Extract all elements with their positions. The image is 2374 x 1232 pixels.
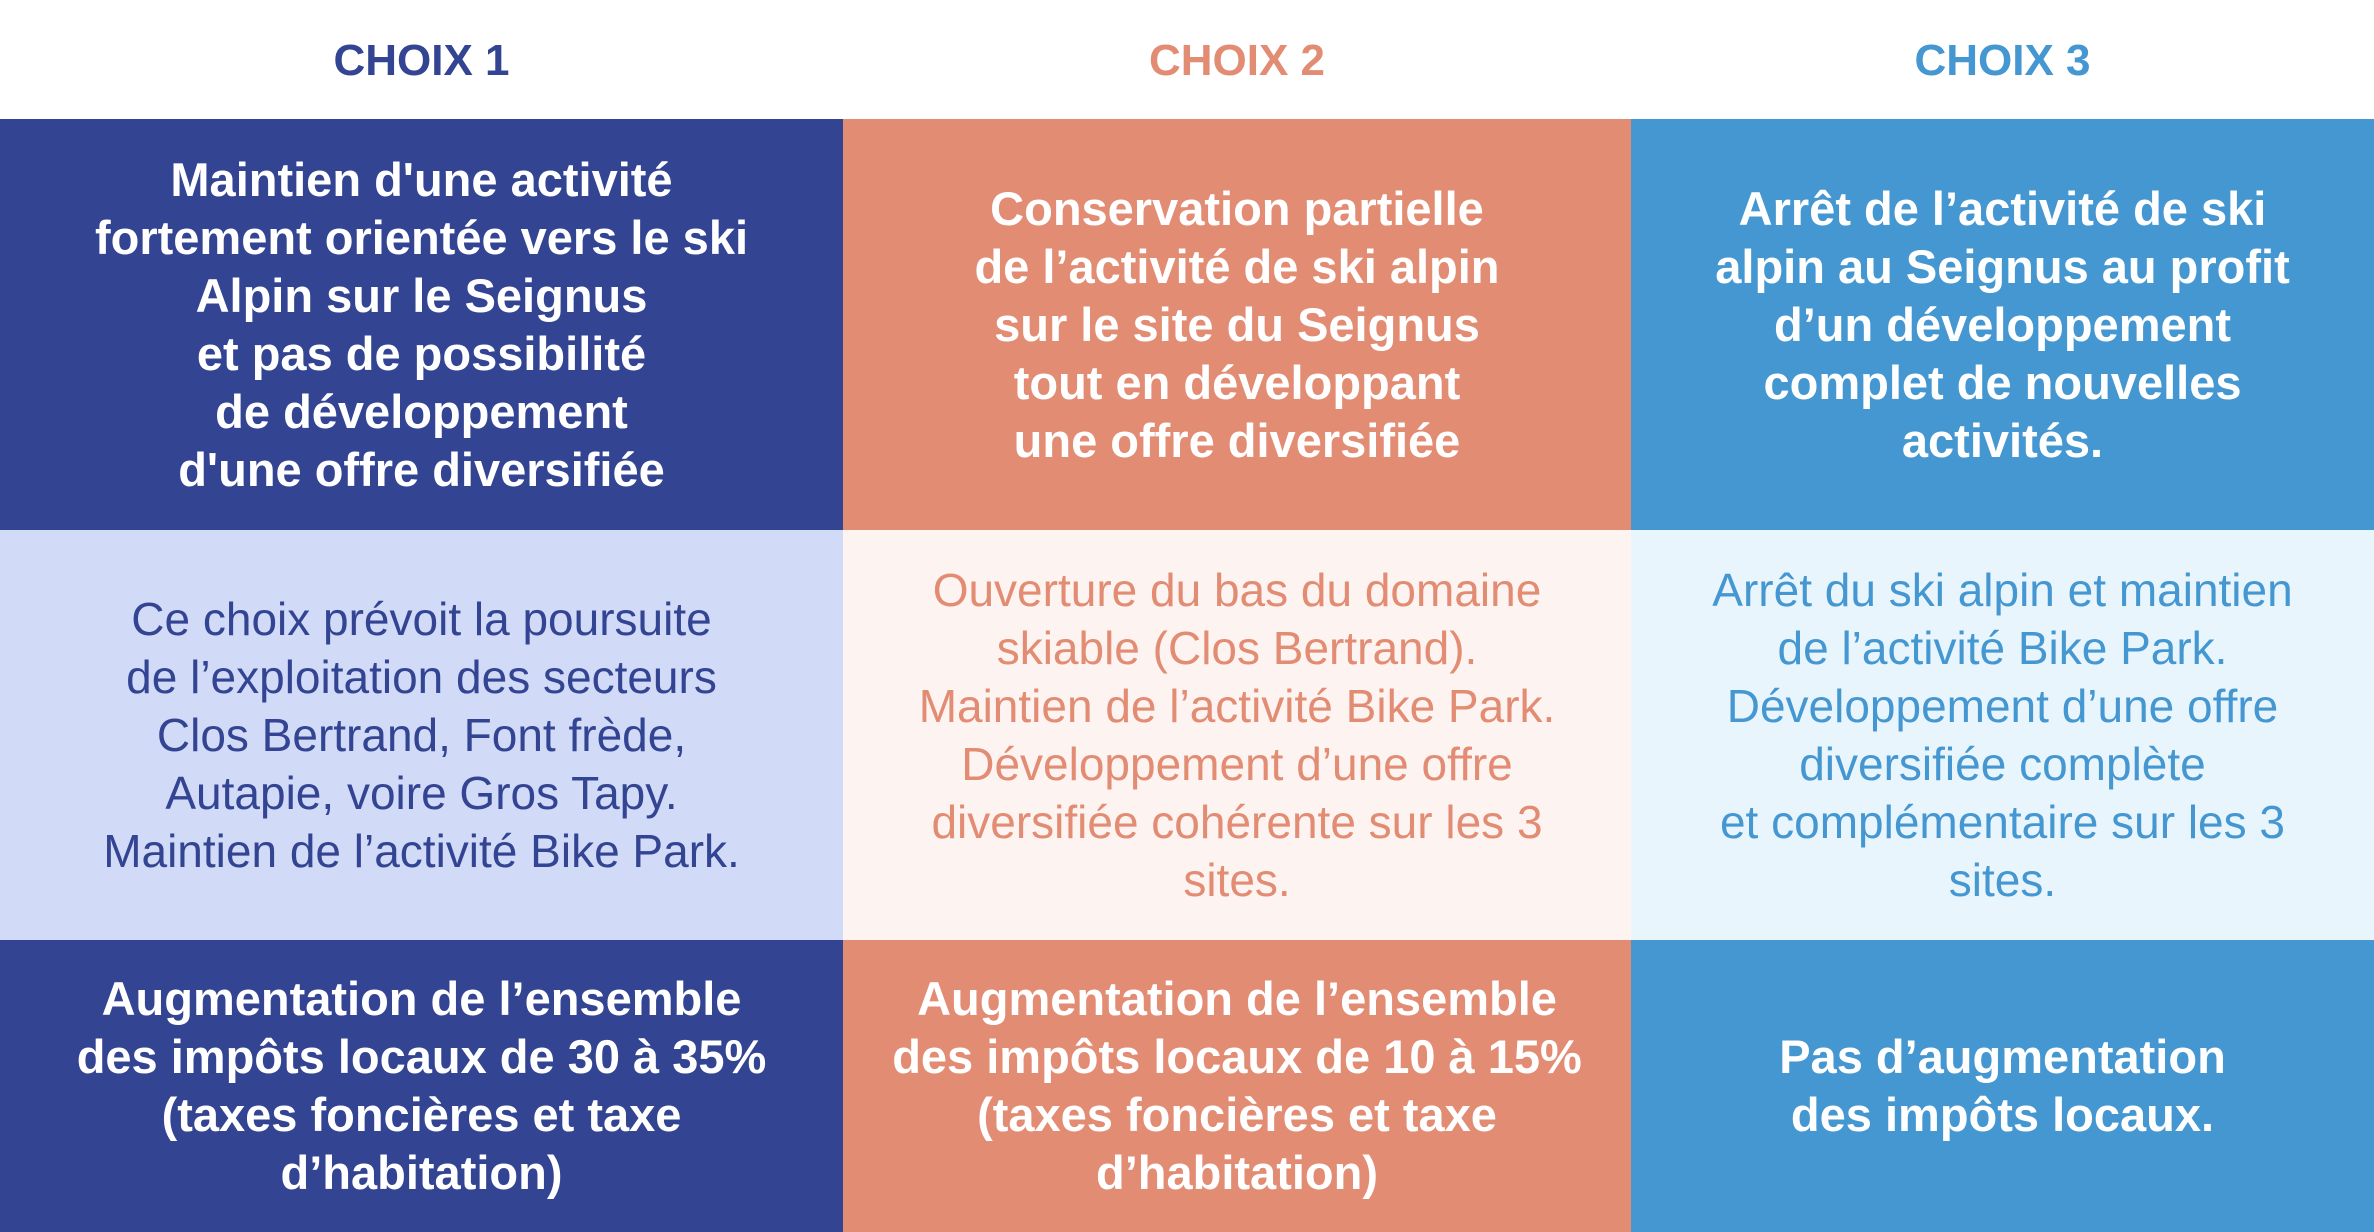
choix-2-tax: Augmentation de l’ensemble des impôts locaux de 10 à 15% (taxes foncières et taxe d’habitation) xyxy=(892,972,1582,1199)
choix-3-title-cell xyxy=(1631,119,2374,530)
choix-2-title-cell xyxy=(843,119,1631,530)
choix-3-header-text: CHOIX 3 xyxy=(1914,35,2091,85)
choix-2-description-cell xyxy=(843,530,1631,940)
choix-3-tax: Pas d’augmentation des impôts locaux. xyxy=(1779,1030,2226,1141)
choix-2-title: Conservation partielle de l’activité de ski alpin sur le site du Seignus tout en développant une offre diversifiée xyxy=(974,181,1500,467)
choix-2-tax-cell xyxy=(843,940,1631,1232)
choix-3-tax-cell xyxy=(1631,940,2374,1232)
choix-2-description: Ouverture du bas du domaine skiable (Clos Bertrand). Maintien de l’activité Bike Park. Développement d’une offre diversifiée cohérente sur les 3 sites. xyxy=(918,564,1556,906)
choix-3-description: Arrêt du ski alpin et maintien de l’activité Bike Park. Développement d’une offre diversifiée complète et complémentaire sur les 3 sites. xyxy=(1712,564,2293,906)
choix-1-description: Ce choix prévoit la poursuite de l’exploitation des secteurs Clos Bertrand, Font frède, Autapie, voire Gros Tapy. Maintien de l’activité Bike Park. xyxy=(103,593,740,877)
choix-3-title: Arrêt de l’activité de ski alpin au Seignus au profit d’un développement complet de nouvelles activités. xyxy=(1715,181,2290,467)
choix-1-header-text: CHOIX 1 xyxy=(333,35,510,85)
choix-1-description-cell xyxy=(0,530,843,940)
choix-1-title: Maintien d'une activité fortement orientée vers le ski Alpin sur le Seignus et pas de possibilité de développement d'une offre diversifiée xyxy=(94,152,749,496)
choix-1-title-cell xyxy=(0,119,843,530)
choix-2-header-text: CHOIX 2 xyxy=(1148,35,1326,85)
choix-1-header xyxy=(0,0,843,119)
choix-3-header xyxy=(1631,0,2374,119)
choix-3-description-cell xyxy=(1631,530,2374,940)
choix-2-header xyxy=(843,0,1631,119)
choix-1-tax-cell xyxy=(0,940,843,1232)
choix-1-tax: Augmentation de l’ensemble des impôts locaux de 30 à 35% (taxes foncières et taxe d’habitation) xyxy=(76,972,767,1199)
